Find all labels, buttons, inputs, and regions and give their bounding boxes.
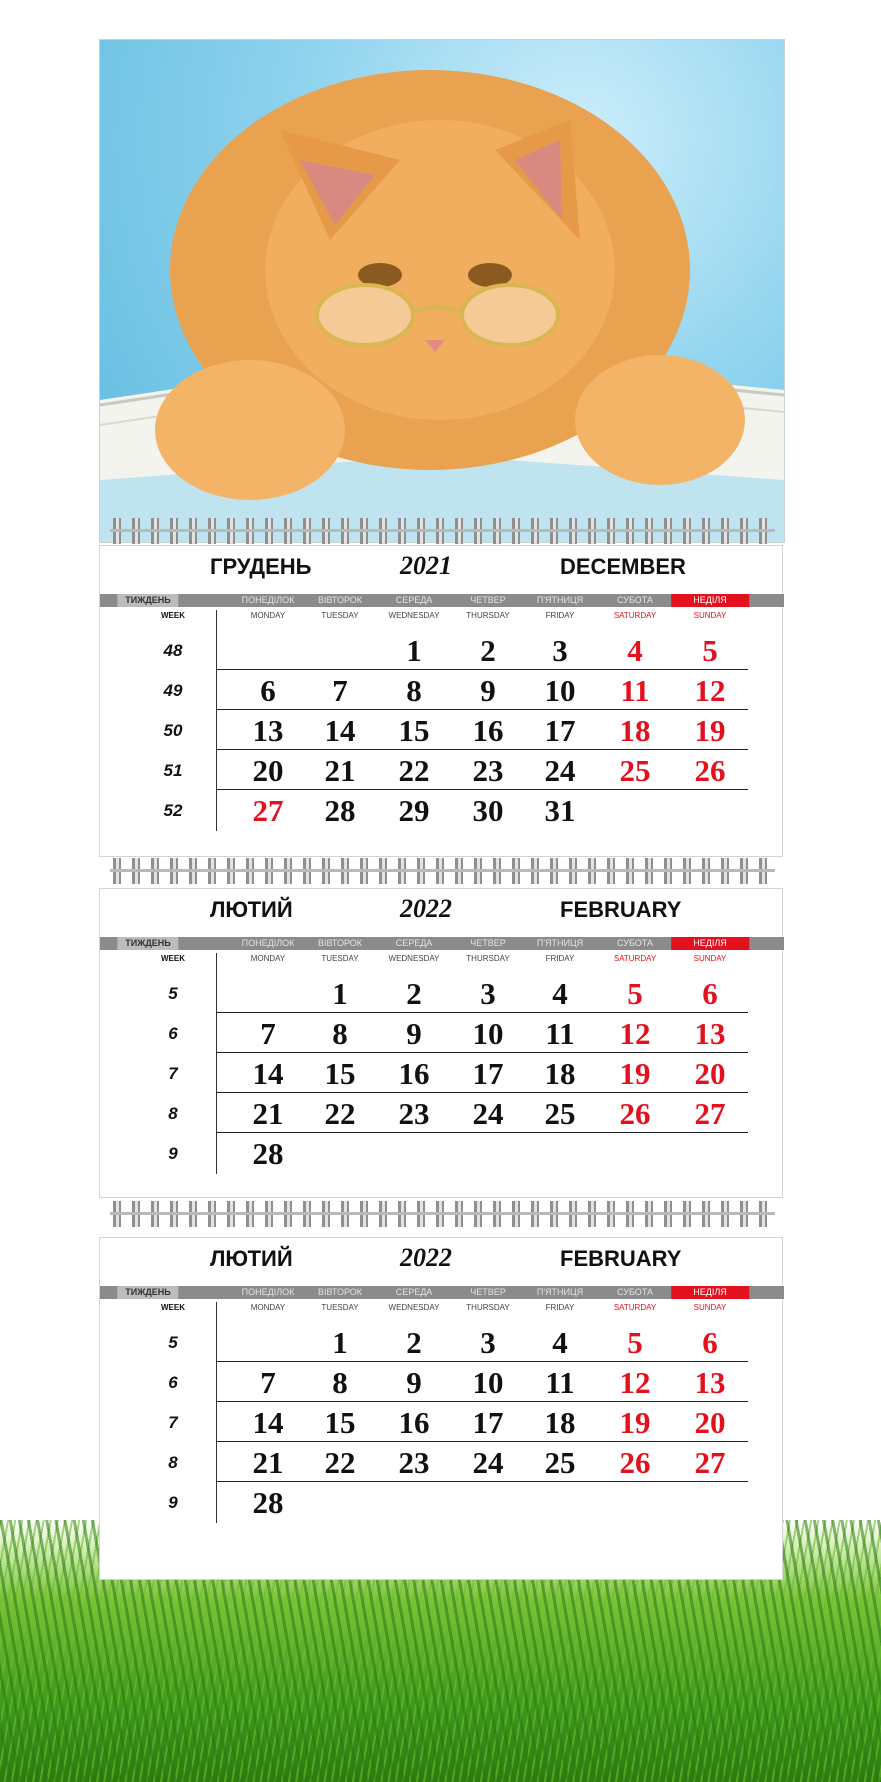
day-number: 8 (332, 1016, 348, 1051)
row-divider (216, 1092, 748, 1093)
day-number: 21 (324, 753, 356, 788)
weekday-ua: СУБОТА (617, 595, 653, 605)
week-divider (216, 1302, 217, 1523)
weekday-ua: ПОНЕДІЛОК (241, 938, 295, 948)
calendar-sheet (99, 1237, 783, 1580)
week-number: 8 (168, 1453, 178, 1472)
day-number: 6 (702, 976, 718, 1011)
day-number: 25 (544, 1096, 576, 1131)
weekday-header (100, 937, 784, 950)
weekday-en: FRIDAY (545, 611, 575, 620)
spiral-binding-2 (110, 858, 775, 884)
week-number: 7 (168, 1064, 178, 1083)
weekday-sub (100, 953, 784, 965)
week-number: 5 (168, 1333, 178, 1352)
week-number: 7 (168, 1413, 178, 1432)
week-sub: WEEK (161, 611, 185, 620)
day-number: 20 (694, 1056, 726, 1091)
day-number: 26 (619, 1445, 651, 1480)
day-number: 22 (324, 1445, 356, 1480)
day-number: 8 (406, 673, 422, 708)
day-number: 5 (702, 633, 718, 668)
day-number: 13 (252, 713, 284, 748)
weekday-en: SATURDAY (613, 954, 657, 963)
row-divider (216, 1012, 748, 1013)
day-number: 13 (694, 1365, 726, 1400)
week-number: 8 (168, 1104, 178, 1123)
weekday-en: FRIDAY (545, 1303, 575, 1312)
weekday-ua: ВІВТОРОК (317, 595, 363, 605)
day-number: 22 (324, 1096, 356, 1131)
day-number: 16 (398, 1405, 430, 1440)
day-number: 4 (552, 976, 568, 1011)
cat-photo (99, 39, 785, 543)
row-divider (216, 709, 748, 710)
day-number: 11 (545, 1365, 575, 1400)
day-number: 7 (332, 673, 348, 708)
day-number: 28 (324, 793, 356, 828)
day-number: 23 (472, 753, 504, 788)
weekday-en: THURSDAY (466, 1303, 510, 1312)
day-number: 24 (544, 753, 576, 788)
row-divider (216, 789, 748, 790)
day-number: 30 (472, 793, 504, 828)
week-sub: WEEK (161, 1303, 185, 1312)
day-number: 25 (619, 753, 651, 788)
weekday-en: MONDAY (250, 611, 286, 620)
day-number: 18 (619, 713, 651, 748)
weekday-ua: НЕДІЛЯ (671, 1286, 749, 1299)
week-number: 6 (168, 1373, 178, 1392)
day-number: 13 (694, 1016, 726, 1051)
calendar-sheet (99, 545, 783, 857)
day-number: 19 (694, 713, 726, 748)
weekday-ua: СУБОТА (617, 938, 653, 948)
week-number: 48 (163, 641, 183, 660)
weekday-en: MONDAY (250, 1303, 286, 1312)
day-number: 19 (619, 1405, 651, 1440)
week-number: 52 (163, 801, 183, 820)
week-number: 50 (163, 721, 183, 740)
day-number: 28 (252, 1136, 284, 1171)
week-number: 49 (163, 681, 183, 700)
weekday-en: TUESDAY (321, 1303, 359, 1312)
week-header: ТИЖДЕНЬ (117, 1286, 178, 1299)
row-divider (216, 1441, 748, 1442)
weekday-ua: П'ЯТНИЦЯ (536, 595, 584, 605)
day-number: 17 (544, 713, 576, 748)
day-number: 23 (398, 1445, 430, 1480)
week-divider (216, 610, 217, 831)
weekday-en: THURSDAY (466, 954, 510, 963)
day-number: 10 (544, 673, 576, 708)
weekday-ua: СЕРЕДА (395, 595, 433, 605)
day-number: 12 (619, 1365, 651, 1400)
week-header: ТИЖДЕНЬ (117, 594, 178, 607)
day-number: 16 (472, 713, 504, 748)
row-divider (216, 749, 748, 750)
day-number: 17 (472, 1405, 504, 1440)
weekday-ua: ЧЕТВЕР (470, 938, 506, 948)
week-sub: WEEK (161, 954, 185, 963)
day-number: 18 (544, 1405, 576, 1440)
day-number: 11 (545, 1016, 575, 1051)
weekday-en: TUESDAY (321, 611, 359, 620)
weekday-ua: ВІВТОРОК (317, 938, 363, 948)
weekday-en: TUESDAY (321, 954, 359, 963)
week-number: 9 (168, 1493, 178, 1512)
month-en: FEBRUARY (560, 1246, 682, 1271)
day-number: 27 (694, 1096, 726, 1131)
month-en: FEBRUARY (560, 897, 682, 922)
weekday-en: MONDAY (250, 954, 286, 963)
weekday-en: FRIDAY (545, 954, 575, 963)
day-number: 10 (472, 1365, 504, 1400)
month-ua: ГРУДЕНЬ (210, 554, 312, 579)
day-number: 23 (398, 1096, 430, 1131)
day-number: 27 (252, 793, 284, 828)
month-en: DECEMBER (560, 554, 686, 579)
day-number: 12 (694, 673, 726, 708)
day-number: 1 (332, 976, 348, 1011)
week-number: 5 (168, 984, 178, 1003)
week-number: 9 (168, 1144, 178, 1163)
day-number: 3 (552, 633, 568, 668)
day-number: 8 (332, 1365, 348, 1400)
day-number: 2 (406, 1325, 422, 1360)
weekday-ua: НЕДІЛЯ (671, 594, 749, 607)
calendar-sheet (99, 888, 783, 1198)
day-number: 9 (406, 1016, 422, 1051)
day-number: 18 (544, 1056, 576, 1091)
day-number: 15 (398, 713, 430, 748)
weekday-ua: НЕДІЛЯ (671, 937, 749, 950)
weekday-ua: СЕРЕДА (395, 938, 433, 948)
day-number: 2 (406, 976, 422, 1011)
day-number: 9 (480, 673, 496, 708)
week-divider (216, 953, 217, 1174)
day-number: 27 (694, 1445, 726, 1480)
spiral-binding-3 (110, 1201, 775, 1227)
day-number: 14 (324, 713, 356, 748)
weekday-ua: СУБОТА (617, 1287, 653, 1297)
week-header: ТИЖДЕНЬ (117, 937, 178, 950)
weekday-ua: ПОНЕДІЛОК (241, 595, 295, 605)
year: 2022 (400, 894, 452, 923)
day-number: 26 (694, 753, 726, 788)
day-number: 29 (398, 793, 430, 828)
weekday-header (100, 594, 784, 607)
weekday-en: SATURDAY (613, 1303, 657, 1312)
row-divider (216, 1481, 748, 1482)
day-number: 21 (252, 1445, 284, 1480)
weekday-sub (100, 1302, 784, 1314)
day-number: 7 (260, 1016, 276, 1051)
day-number: 20 (252, 753, 284, 788)
day-number: 31 (544, 793, 576, 828)
day-number: 4 (552, 1325, 568, 1360)
day-number: 20 (694, 1405, 726, 1440)
day-number: 16 (398, 1056, 430, 1091)
day-number: 21 (252, 1096, 284, 1131)
weekday-en: THURSDAY (466, 611, 510, 620)
day-number: 9 (406, 1365, 422, 1400)
day-number: 3 (480, 1325, 496, 1360)
weekday-ua: ВІВТОРОК (317, 1287, 363, 1297)
month-ua: ЛЮТИЙ (210, 1246, 293, 1271)
weekday-en: WEDNESDAY (388, 611, 440, 620)
day-number: 7 (260, 1365, 276, 1400)
weekday-en: SUNDAY (693, 611, 727, 620)
year: 2021 (400, 551, 452, 580)
row-divider (216, 1052, 748, 1053)
day-number: 11 (620, 673, 650, 708)
weekday-header (100, 1286, 784, 1299)
weekday-ua: ЧЕТВЕР (470, 595, 506, 605)
day-number: 5 (627, 976, 643, 1011)
day-number: 14 (252, 1056, 284, 1091)
day-number: 2 (480, 633, 496, 668)
day-number: 19 (619, 1056, 651, 1091)
weekday-ua: П'ЯТНИЦЯ (536, 938, 584, 948)
week-number: 6 (168, 1024, 178, 1043)
weekday-en: WEDNESDAY (388, 954, 440, 963)
day-number: 26 (619, 1096, 651, 1131)
row-divider (216, 669, 748, 670)
weekday-ua: ПОНЕДІЛОК (241, 1287, 295, 1297)
day-number: 3 (480, 976, 496, 1011)
day-number: 4 (627, 633, 643, 668)
day-number: 17 (472, 1056, 504, 1091)
weekday-ua: П'ЯТНИЦЯ (536, 1287, 584, 1297)
day-number: 6 (702, 1325, 718, 1360)
year: 2022 (400, 1243, 452, 1272)
day-number: 25 (544, 1445, 576, 1480)
week-number: 51 (163, 761, 183, 780)
day-number: 10 (472, 1016, 504, 1051)
day-number: 24 (472, 1096, 504, 1131)
day-number: 15 (324, 1056, 356, 1091)
day-number: 15 (324, 1405, 356, 1440)
day-number: 24 (472, 1445, 504, 1480)
row-divider (216, 1132, 748, 1133)
weekday-en: SUNDAY (693, 954, 727, 963)
day-number: 12 (619, 1016, 651, 1051)
day-number: 6 (260, 673, 276, 708)
day-number: 28 (252, 1485, 284, 1520)
weekday-ua: СЕРЕДА (395, 1287, 433, 1297)
month-ua: ЛЮТИЙ (210, 897, 293, 922)
day-number: 14 (252, 1405, 284, 1440)
weekday-en: SUNDAY (693, 1303, 727, 1312)
weekday-en: SATURDAY (613, 611, 657, 620)
day-number: 1 (406, 633, 422, 668)
row-divider (216, 1361, 748, 1362)
cat-illustration (100, 40, 784, 542)
spiral-binding-1 (110, 518, 775, 544)
day-number: 1 (332, 1325, 348, 1360)
weekday-sub (100, 610, 784, 622)
weekday-ua: ЧЕТВЕР (470, 1287, 506, 1297)
weekday-en: WEDNESDAY (388, 1303, 440, 1312)
day-number: 22 (398, 753, 430, 788)
row-divider (216, 1401, 748, 1402)
day-number: 5 (627, 1325, 643, 1360)
